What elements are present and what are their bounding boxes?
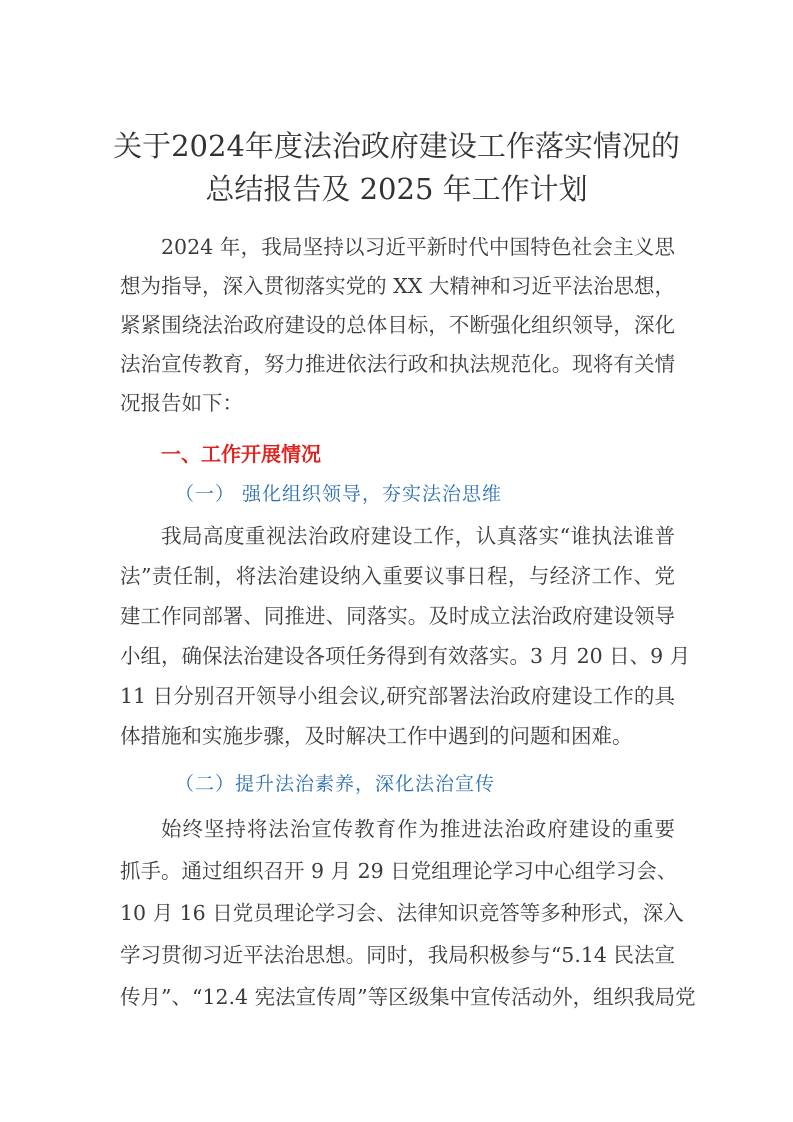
subsection-heading: （一） 强化组织领导，夯实法治思维 [175,483,503,505]
paragraph-line: 建工作同部署、同推进、同落实。及时成立法治政府建设领导 [120,604,675,628]
paragraph-line: 传月”、“12.4 宪法宣传周”等区级集中宣传活动外，组织我局党 [120,985,696,1009]
paragraph-line: 2024 年，我局坚持以习近平新时代中国特色社会主义思 [161,235,675,259]
paragraph-line: 始终坚持将法治宣传教育作为推进法治政府建设的重要 [161,817,675,841]
paragraph-line: 法”责任制，将法治建设纳入重要议事日程，与经济工作、党 [120,564,675,588]
paragraph-line: 学习贯彻习近平法治思想。同时，我局积极参与“5.14 民法宣 [120,943,675,967]
paragraph-line: 抓手。通过组织召开 9 月 29 日党组理论学习中心组学习会、 [120,859,678,883]
subsection-heading: （二）提升法治素养，深化法治宣传 [175,773,496,795]
paragraph-line: 法治宣传教育，努力推进依法行政和执法规范化。现将有关情 [120,352,675,376]
paragraph-line: 想为指导，深入贯彻落实党的 XX 大精神和习近平法治思想， [120,274,675,298]
paragraph-line: 紧紧围绕法治政府建设的总体目标，不断强化组织领导，深化 [120,313,675,337]
paragraph-line: 11 日分别召开领导小组会议,研究部署法治政府建设工作的具 [120,684,675,708]
section-heading: 一、工作开展情况 [161,442,321,466]
document-title-line-1: 关于2024年度法治政府建设工作落实情况的 [113,129,680,163]
paragraph-line: 10 月 16 日党员理论学习会、法律知识竞答等多种形式，深入 [120,901,684,925]
document-title-line-2: 总结报告及 2025 年工作计划 [205,172,588,206]
paragraph-line: 小组，确保法治建设各项任务得到有效落实。3 月 20 日、9 月 [120,644,691,668]
paragraph-line: 况报告如下： [120,391,243,415]
paragraph-line: 我局高度重视法治政府建设工作，认真落实“谁执法谁普 [161,524,675,548]
paragraph-line: 体措施和实施步骤，及时解决工作中遇到的问题和困难。 [120,724,633,748]
